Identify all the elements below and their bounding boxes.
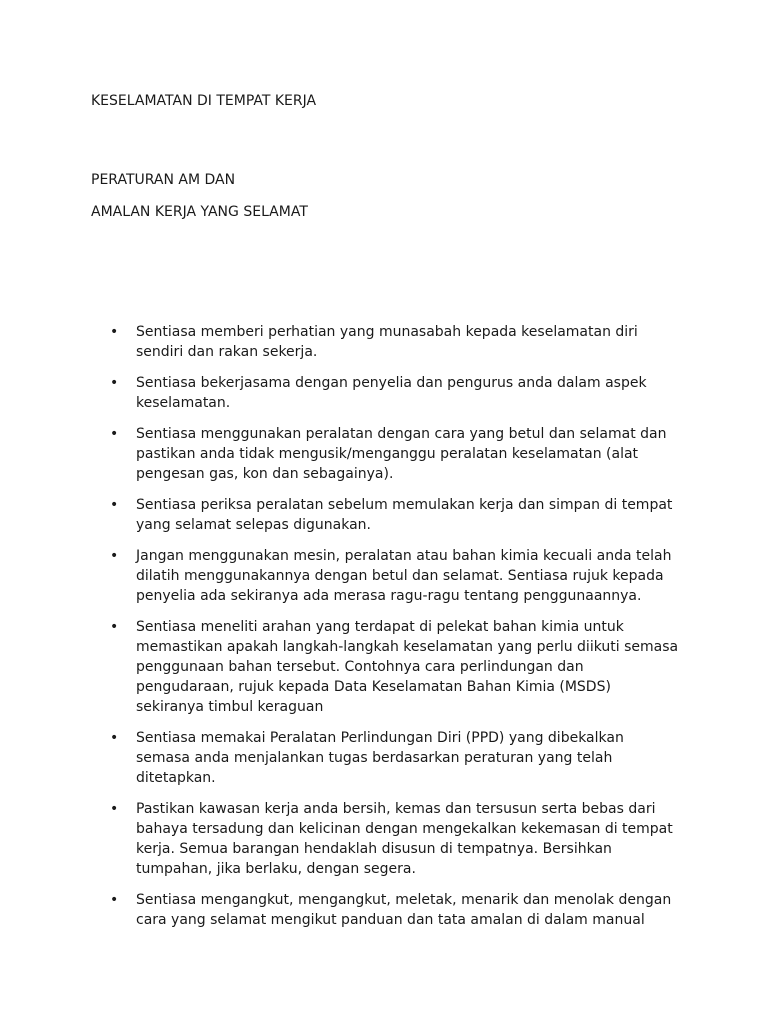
section-heading-line-2: AMALAN KERJA YANG SELAMAT <box>91 204 308 220</box>
bullet-icon: • <box>110 730 119 746</box>
list-item <box>110 890 680 930</box>
bullet-icon: • <box>110 324 119 340</box>
rules-bullet-list <box>110 322 680 941</box>
bullet-icon: • <box>110 619 119 635</box>
section-heading-line-1: PERATURAN AM DAN <box>91 172 236 188</box>
list-item-text: Sentiasa memberi perhatian yang munasabah kepada keselamatan diri sendiri dan rakan sekerja. <box>136 324 638 360</box>
list-item-text: Jangan menggunakan mesin, peralatan atau bahan kimia kecuali anda telah dilatih menggunakannya dengan betul dan selamat. Sentiasa rujuk kepada penyelia ada sekiranya ada merasa ragu-ragu tentang penggunaannya. <box>136 548 672 604</box>
list-item <box>110 495 680 535</box>
list-item <box>110 799 680 879</box>
document-title: KESELAMATAN DI TEMPAT KERJA <box>91 93 317 109</box>
list-item-text: Sentiasa meneliti arahan yang terdapat di pelekat bahan kimia untuk memastikan apakah langkah-langkah keselamatan yang perlu diikuti semasa penggunaan bahan tersebut. Contohnya cara perlindungan dan pengudaraan, rujuk kepada Data Keselamatan Bahan Kimia (MSDS) sekiranya timbul keraguan <box>136 619 679 715</box>
list-item-text: Sentiasa menggunakan peralatan dengan cara yang betul dan selamat dan pastikan anda tidak mengusik/menganggu peralatan keselamatan (alat pengesan gas, kon dan sebagainya). <box>136 426 667 482</box>
bullet-icon: • <box>110 497 119 513</box>
list-item-text: Sentiasa bekerjasama dengan penyelia dan pengurus anda dalam aspek keselamatan. <box>136 375 647 411</box>
list-item-text: Sentiasa memakai Peralatan Perlindungan Diri (PPD) yang dibekalkan semasa anda menjalankan tugas berdasarkan peraturan yang telah ditetapkan. <box>136 730 624 786</box>
bullet-icon: • <box>110 801 119 817</box>
bullet-icon: • <box>110 892 119 908</box>
list-item-text: Pastikan kawasan kerja anda bersih, kemas dan tersusun serta bebas dari bahaya tersadung dan kelicinan dengan mengekalkan kekemasan di tempat kerja. Semua barangan hendaklah disusun di tempatnya. Bersihkan tumpahan, jika berlaku, dengan segera. <box>136 801 673 877</box>
list-item <box>110 617 680 717</box>
bullet-icon: • <box>110 375 119 391</box>
list-item-text: Sentiasa periksa peralatan sebelum memulakan kerja dan simpan di tempat yang selamat selepas digunakan. <box>136 497 673 533</box>
list-item <box>110 546 680 606</box>
bullet-icon: • <box>110 548 119 564</box>
list-item <box>110 424 680 484</box>
bullet-icon: • <box>110 426 119 442</box>
list-item-text: Sentiasa mengangkut, mengangkut, meletak, menarik dan menolak dengan cara yang selamat mengikut panduan dan tata amalan di dalam manual <box>136 892 672 928</box>
list-item <box>110 373 680 413</box>
list-item <box>110 322 680 362</box>
list-item <box>110 728 680 788</box>
